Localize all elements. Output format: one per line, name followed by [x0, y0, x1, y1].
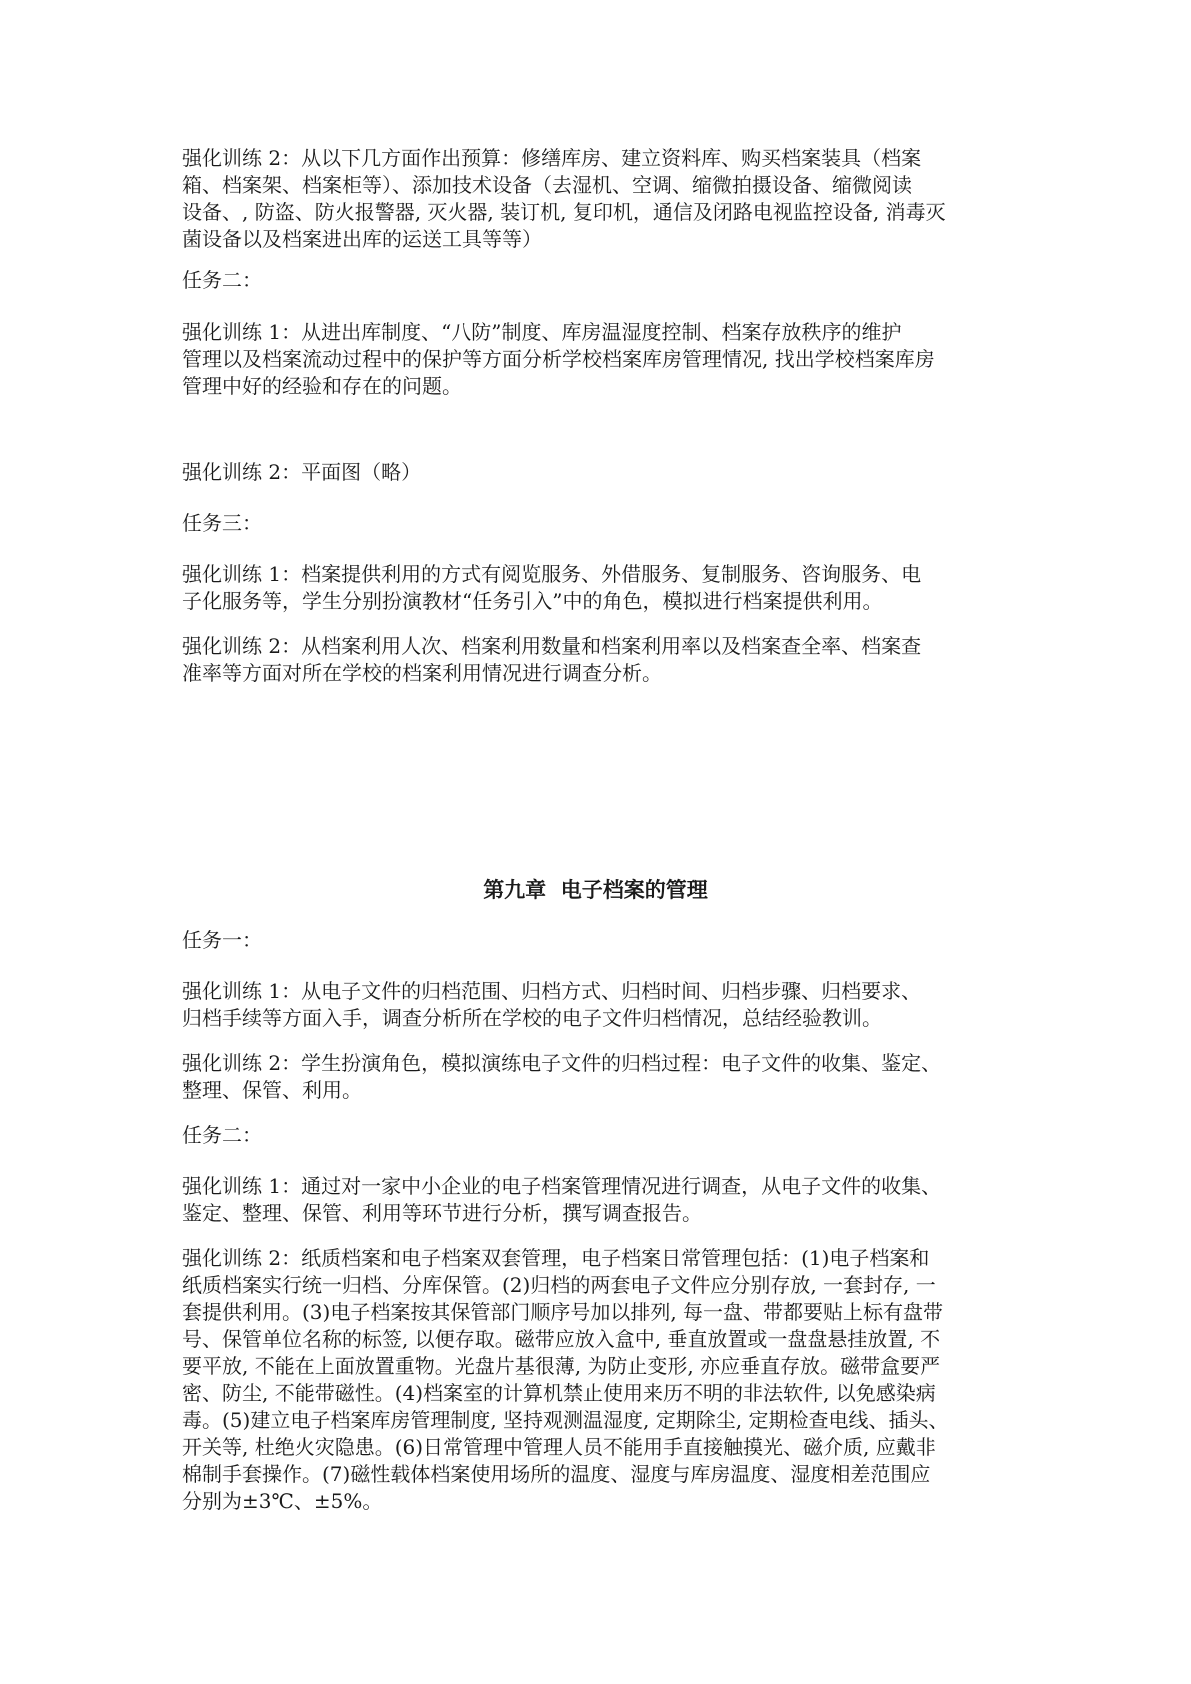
text-line: 纸质档案实行统一归档、分库保管。(2)归档的两套电子文件应分别存放, 一套封存, 一: [182, 1273, 936, 1297]
paragraph-role-play: [182, 1050, 1042, 1104]
chapter-nine-title: 第九章 电子档案的管理: [483, 878, 708, 902]
text-line: 整理、保管、利用。: [182, 1078, 362, 1102]
text-line: 分别为±3℃、±5%。: [182, 1489, 383, 1513]
text-line: 强化训练 2：从以下几方面作出预算：修缮库房、建立资料库、购买档案装具（档案: [182, 146, 922, 170]
text-line: 管理中好的经验和存在的问题。: [182, 374, 462, 398]
text-line: 强化训练 2：从档案利用人次、档案利用数量和档案利用率以及档案查全率、档案查: [182, 634, 922, 658]
text-line: 菌设备以及档案进出库的运送工具等等）: [182, 227, 542, 251]
text-line: 号、保管单位名称的标签, 以便存取。磁带应放入盒中, 垂直放置或一盘盘悬挂放置, 不: [182, 1327, 941, 1351]
paragraph-storage-management: [182, 319, 1042, 400]
text-line: 毒。(5)建立电子档案库房管理制度, 坚持观测温湿度, 定期除尘, 定期检查电线、插头、: [182, 1408, 949, 1432]
paragraph-electronic-filing: [182, 978, 1042, 1032]
text-line: 设备、, 防盗、防火报警器, 灭火器, 装订机, 复印机，通信及闭路电视监控设备, 消毒灭: [182, 200, 946, 224]
chapter9-task-two-label: 任务二：: [182, 1123, 262, 1147]
paragraph-floor-plan: 强化训练 2：平面图（略）: [182, 460, 422, 484]
text-line: 子化服务等，学生分别扮演教材“任务引入”中的角色，模拟进行档案提供利用。: [182, 589, 883, 613]
task-two-label: 任务二：: [182, 268, 262, 292]
text-line: 强化训练 2：纸质档案和电子档案双套管理，电子档案日常管理包括：(1)电子档案和: [182, 1246, 930, 1270]
text-line: 准率等方面对所在学校的档案利用情况进行调查分析。: [182, 661, 662, 685]
chapter9-task-one-label: 任务一：: [182, 928, 262, 952]
text-line: 开关等, 杜绝火灾隐患。(6)日常管理中管理人员不能用手直接触摸光、磁介质, 应戴非: [182, 1435, 936, 1459]
text-line: 棉制手套操作。(7)磁性载体档案使用场所的温度、湿度与库房温度、湿度相差范围应: [182, 1462, 931, 1486]
paragraph-archive-utilization: [182, 561, 1042, 615]
paragraph-enterprise-survey: [182, 1173, 1042, 1227]
text-line: 归档手续等方面入手，调查分析所在学校的电子文件归档情况，总结经验教训。: [182, 1006, 882, 1030]
text-line: 管理以及档案流动过程中的保护等方面分析学校档案库房管理情况, 找出学校档案库房: [182, 347, 935, 371]
text-line: 密、防尘, 不能带磁性。(4)档案室的计算机禁止使用来历不明的非法软件, 以免感染病: [182, 1381, 936, 1405]
paragraph-utilization-survey: [182, 633, 1042, 687]
text-line: 强化训练 1：档案提供利用的方式有阅览服务、外借服务、复制服务、咨询服务、电: [182, 562, 922, 586]
text-line: 强化训练 2：学生扮演角色，模拟演练电子文件的归档过程：电子文件的收集、鉴定、: [182, 1051, 942, 1075]
task-three-label: 任务三：: [182, 511, 262, 535]
text-line: 套提供利用。(3)电子档案按其保管部门顺序号加以排列, 每一盘、带都要贴上标有盘带: [182, 1300, 944, 1324]
paragraph-dual-management: [182, 1245, 1042, 1515]
text-line: 鉴定、整理、保管、利用等环节进行分析，撰写调查报告。: [182, 1201, 702, 1225]
text-line: 箱、档案架、档案柜等）、添加技术设备（去湿机、空调、缩微拍摄设备、缩微阅读: [182, 173, 912, 197]
text-line: 要平放, 不能在上面放置重物。光盘片基很薄, 为防止变形, 亦应垂直存放。磁带盒要严: [182, 1354, 941, 1378]
text-line: 强化训练 1：从电子文件的归档范围、归档方式、归档时间、归档步骤、归档要求、: [182, 979, 922, 1003]
paragraph-budget-training: [182, 145, 1042, 253]
text-line: 强化训练 1：通过对一家中小企业的电子档案管理情况进行调查，从电子文件的收集、: [182, 1174, 942, 1198]
text-line: 强化训练 1：从进出库制度、“八防”制度、库房温湿度控制、档案存放秩序的维护: [182, 320, 902, 344]
